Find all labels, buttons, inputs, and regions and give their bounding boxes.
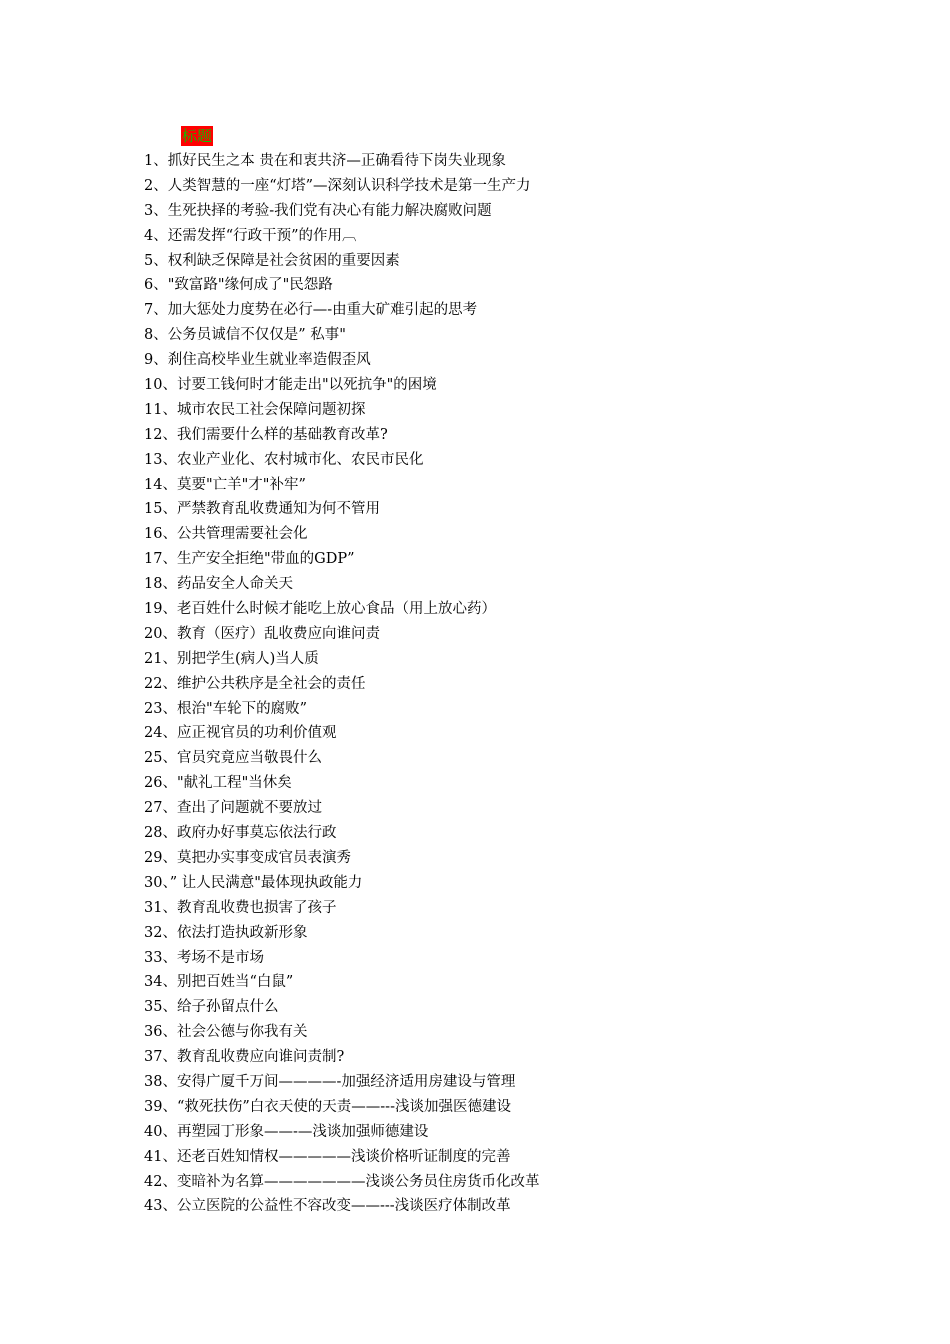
topic-item: 16、公共管理需要社会化 bbox=[144, 526, 308, 543]
topic-item: 43、公立医院的公益性不容改变——---浅谈医疗体制改革 bbox=[144, 1198, 511, 1215]
topic-item: 40、再塑园丁形象——-—浅谈加强师德建设 bbox=[144, 1123, 429, 1140]
topic-item: 25、官员究竟应当敬畏什么 bbox=[144, 750, 322, 767]
topic-item: 8、公务员诚信不仅仅是” 私事" bbox=[144, 327, 346, 344]
topic-item: 39、“救死扶伤”白衣天使的天责——---浅谈加强医德建设 bbox=[144, 1098, 511, 1115]
topic-item: 5、权利缺乏保障是社会贫困的重要因素 bbox=[144, 252, 400, 269]
topic-item: 22、维护公共秩序是全社会的责任 bbox=[144, 675, 366, 692]
topic-item: 14、莫要"亡羊"才"补牢” bbox=[144, 476, 306, 493]
topic-item: 31、教育乱收费也损害了孩子 bbox=[144, 899, 337, 916]
topic-item: 30、” 让人民满意"最体现执政能力 bbox=[144, 874, 363, 891]
topic-item: 32、依法打造执政新形象 bbox=[144, 924, 308, 941]
topic-item: 4、还需发挥“行政干预”的作用︹ bbox=[144, 227, 357, 244]
topic-item: 27、查出了问题就不要放过 bbox=[144, 800, 322, 817]
topic-item: 20、教育（医疗）乱收费应向谁问责 bbox=[144, 625, 380, 642]
topic-item: 26、"献礼工程"当休矣 bbox=[144, 775, 292, 792]
topic-item: 28、政府办好事莫忘依法行政 bbox=[144, 825, 337, 842]
topic-item: 29、莫把办实事变成官员表演秀 bbox=[144, 849, 351, 866]
topic-item: 33、考场不是市场 bbox=[144, 949, 264, 966]
topic-item: 1、抓好民生之本 贵在和衷共济—正确看待下岗失业现象 bbox=[144, 153, 506, 169]
topic-item: 15、严禁教育乱收费通知为何不管用 bbox=[144, 501, 380, 518]
topic-item: 21、别把学生(病人)当人质 bbox=[144, 650, 319, 667]
topic-item: 9、刹住高校毕业生就业率造假歪风 bbox=[144, 352, 371, 369]
topic-item: 23、根治"车轮下的腐败” bbox=[144, 700, 308, 717]
topic-item: 2、人类智慧的一座“灯塔”—深刻认识科学技术是第一生产力 bbox=[144, 177, 531, 194]
topic-item: 34、别把百姓当“白鼠” bbox=[144, 974, 294, 991]
topic-item: 11、城市农民工社会保障问题初探 bbox=[144, 401, 366, 418]
topic-item: 19、老百姓什么时候才能吃上放心食品（用上放心药） bbox=[144, 601, 496, 618]
topic-item: 35、给子孙留点什么 bbox=[144, 999, 279, 1016]
topic-item: 41、还老百姓知情权—————浅谈价格听证制度的完善 bbox=[144, 1148, 511, 1165]
topic-item: 3、生死抉择的考验-我们党有决心有能力解决腐败问题 bbox=[144, 202, 492, 219]
topic-item: 18、药品安全人命关天 bbox=[144, 576, 293, 593]
topic-item: 7、加大惩处力度势在必行—-由重大矿难引起的思考 bbox=[144, 302, 478, 319]
topic-item: 24、应正视官员的功利价值观 bbox=[144, 725, 337, 742]
topic-item: 13、农业产业化、农村城市化、农民市民化 bbox=[144, 451, 424, 468]
topic-item: 10、讨要工钱何时才能走出"以死抗争"的困境 bbox=[144, 377, 437, 394]
topic-item: 42、变暗补为名算———————浅谈公务员住房货币化改革 bbox=[144, 1173, 540, 1190]
topic-item: 17、生产安全拒绝"带血的GDP” bbox=[144, 551, 355, 568]
topic-item: 37、教育乱收费应向谁问责制? bbox=[144, 1049, 345, 1066]
topic-list bbox=[144, 149, 539, 1219]
topic-item: 38、安得广厦千万间————-加强经济适用房建设与管理 bbox=[144, 1073, 516, 1090]
topic-item: 6、"致富路"缘何成了"民怨路 bbox=[144, 277, 333, 294]
document-title: 标题 bbox=[182, 127, 213, 145]
topic-item: 36、社会公德与你我有关 bbox=[144, 1024, 308, 1041]
topic-item: 12、我们需要什么样的基础教育改革? bbox=[144, 426, 388, 443]
